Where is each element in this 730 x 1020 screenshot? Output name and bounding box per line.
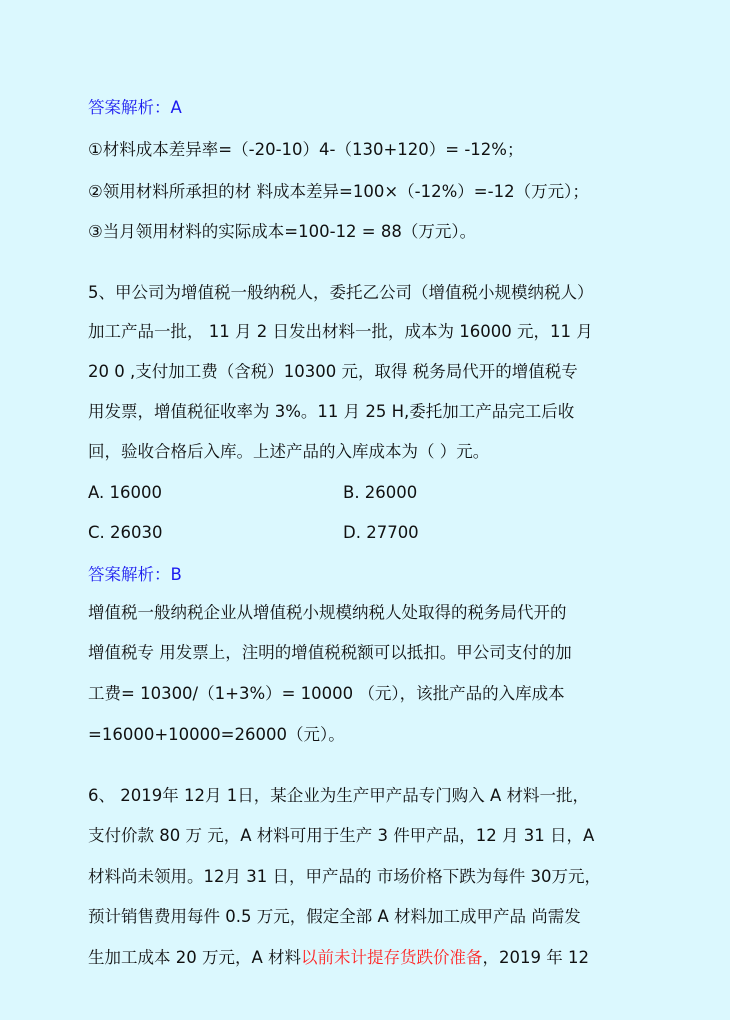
q5-question-line: 用发票，增值税征收率为 3%。11 月 25 H,委托加工产品完工后收 — [88, 402, 575, 421]
q6-question-line: 支付价款 80 万 元，A 材料可用于生产 3 件甲产品，12 月 31 日，A — [88, 826, 595, 845]
q5-question-line: 20 0 ,支付加工费（含税）10300 元，取得 税务局代开的增值税专 — [88, 362, 578, 381]
q5-option-b: B. 26000 — [343, 483, 418, 502]
q6-question-line: 6、 2019年 12月 1日，某企业为生产甲产品专门购入 A 材料一批， — [88, 786, 589, 805]
q5-answer-label: 答案解析：B — [88, 565, 182, 584]
q6-text: ，2019 年 12 — [482, 948, 590, 967]
q4-explanation-line: ③当月领用材料的实际成本=100-12 = 88（万元）。 — [88, 222, 477, 241]
q5-explanation-line: 增值税一般纳税企业从增值税小规模纳税人处取得的税务局代开的 — [88, 603, 567, 622]
q6-text: 生加工成本 20 万元，A 材料 — [88, 948, 302, 967]
q4-explanation-line: ①材料成本差异率=（-20-10）4-（130+120）= -12%； — [88, 140, 524, 159]
q6-highlight-text: 以前未计提存货跌价准备 — [301, 948, 483, 967]
q5-option-c: C. 26030 — [88, 523, 163, 542]
q4-explanation-line: ②领用材料所承担的材 料成本差异=100×（-12%）=-12（万元）； — [88, 182, 589, 201]
q6-question-line: 材料尚未领用。12月 31 日，甲产品的 市场价格下跌为每件 30万元， — [88, 867, 601, 886]
q5-option-a: A. 16000 — [88, 483, 162, 502]
q5-question-line: 5、甲公司为增值税一般纳税人，委托乙公司（增值税小规模纳税人） — [88, 283, 594, 302]
q5-explanation-line: 工费= 10300/（1+3%）= 10000 （元），该批产品的入库成本 — [88, 684, 565, 703]
q6-question-line: 预计销售费用每件 0.5 万元，假定全部 A 材料加工成甲产品 尚需发 — [88, 907, 581, 926]
q5-question-line: 回，验收合格后入库。上述产品的入库成本为（ ）元。 — [88, 442, 490, 461]
q5-option-d: D. 27700 — [343, 523, 419, 542]
q5-explanation-line: 增值税专 用发票上，注明的增值税税额可以抵扣。甲公司支付的加 — [88, 643, 572, 662]
q6-question-line — [88, 948, 589, 968]
q4-answer-label: 答案解析：A — [88, 98, 182, 117]
q5-question-line: 加工产品一批， 11 月 2 日发出材料一批，成本为 16000 元，11 月 — [88, 322, 593, 341]
q5-explanation-line: =16000+10000=26000（元）。 — [88, 725, 345, 744]
